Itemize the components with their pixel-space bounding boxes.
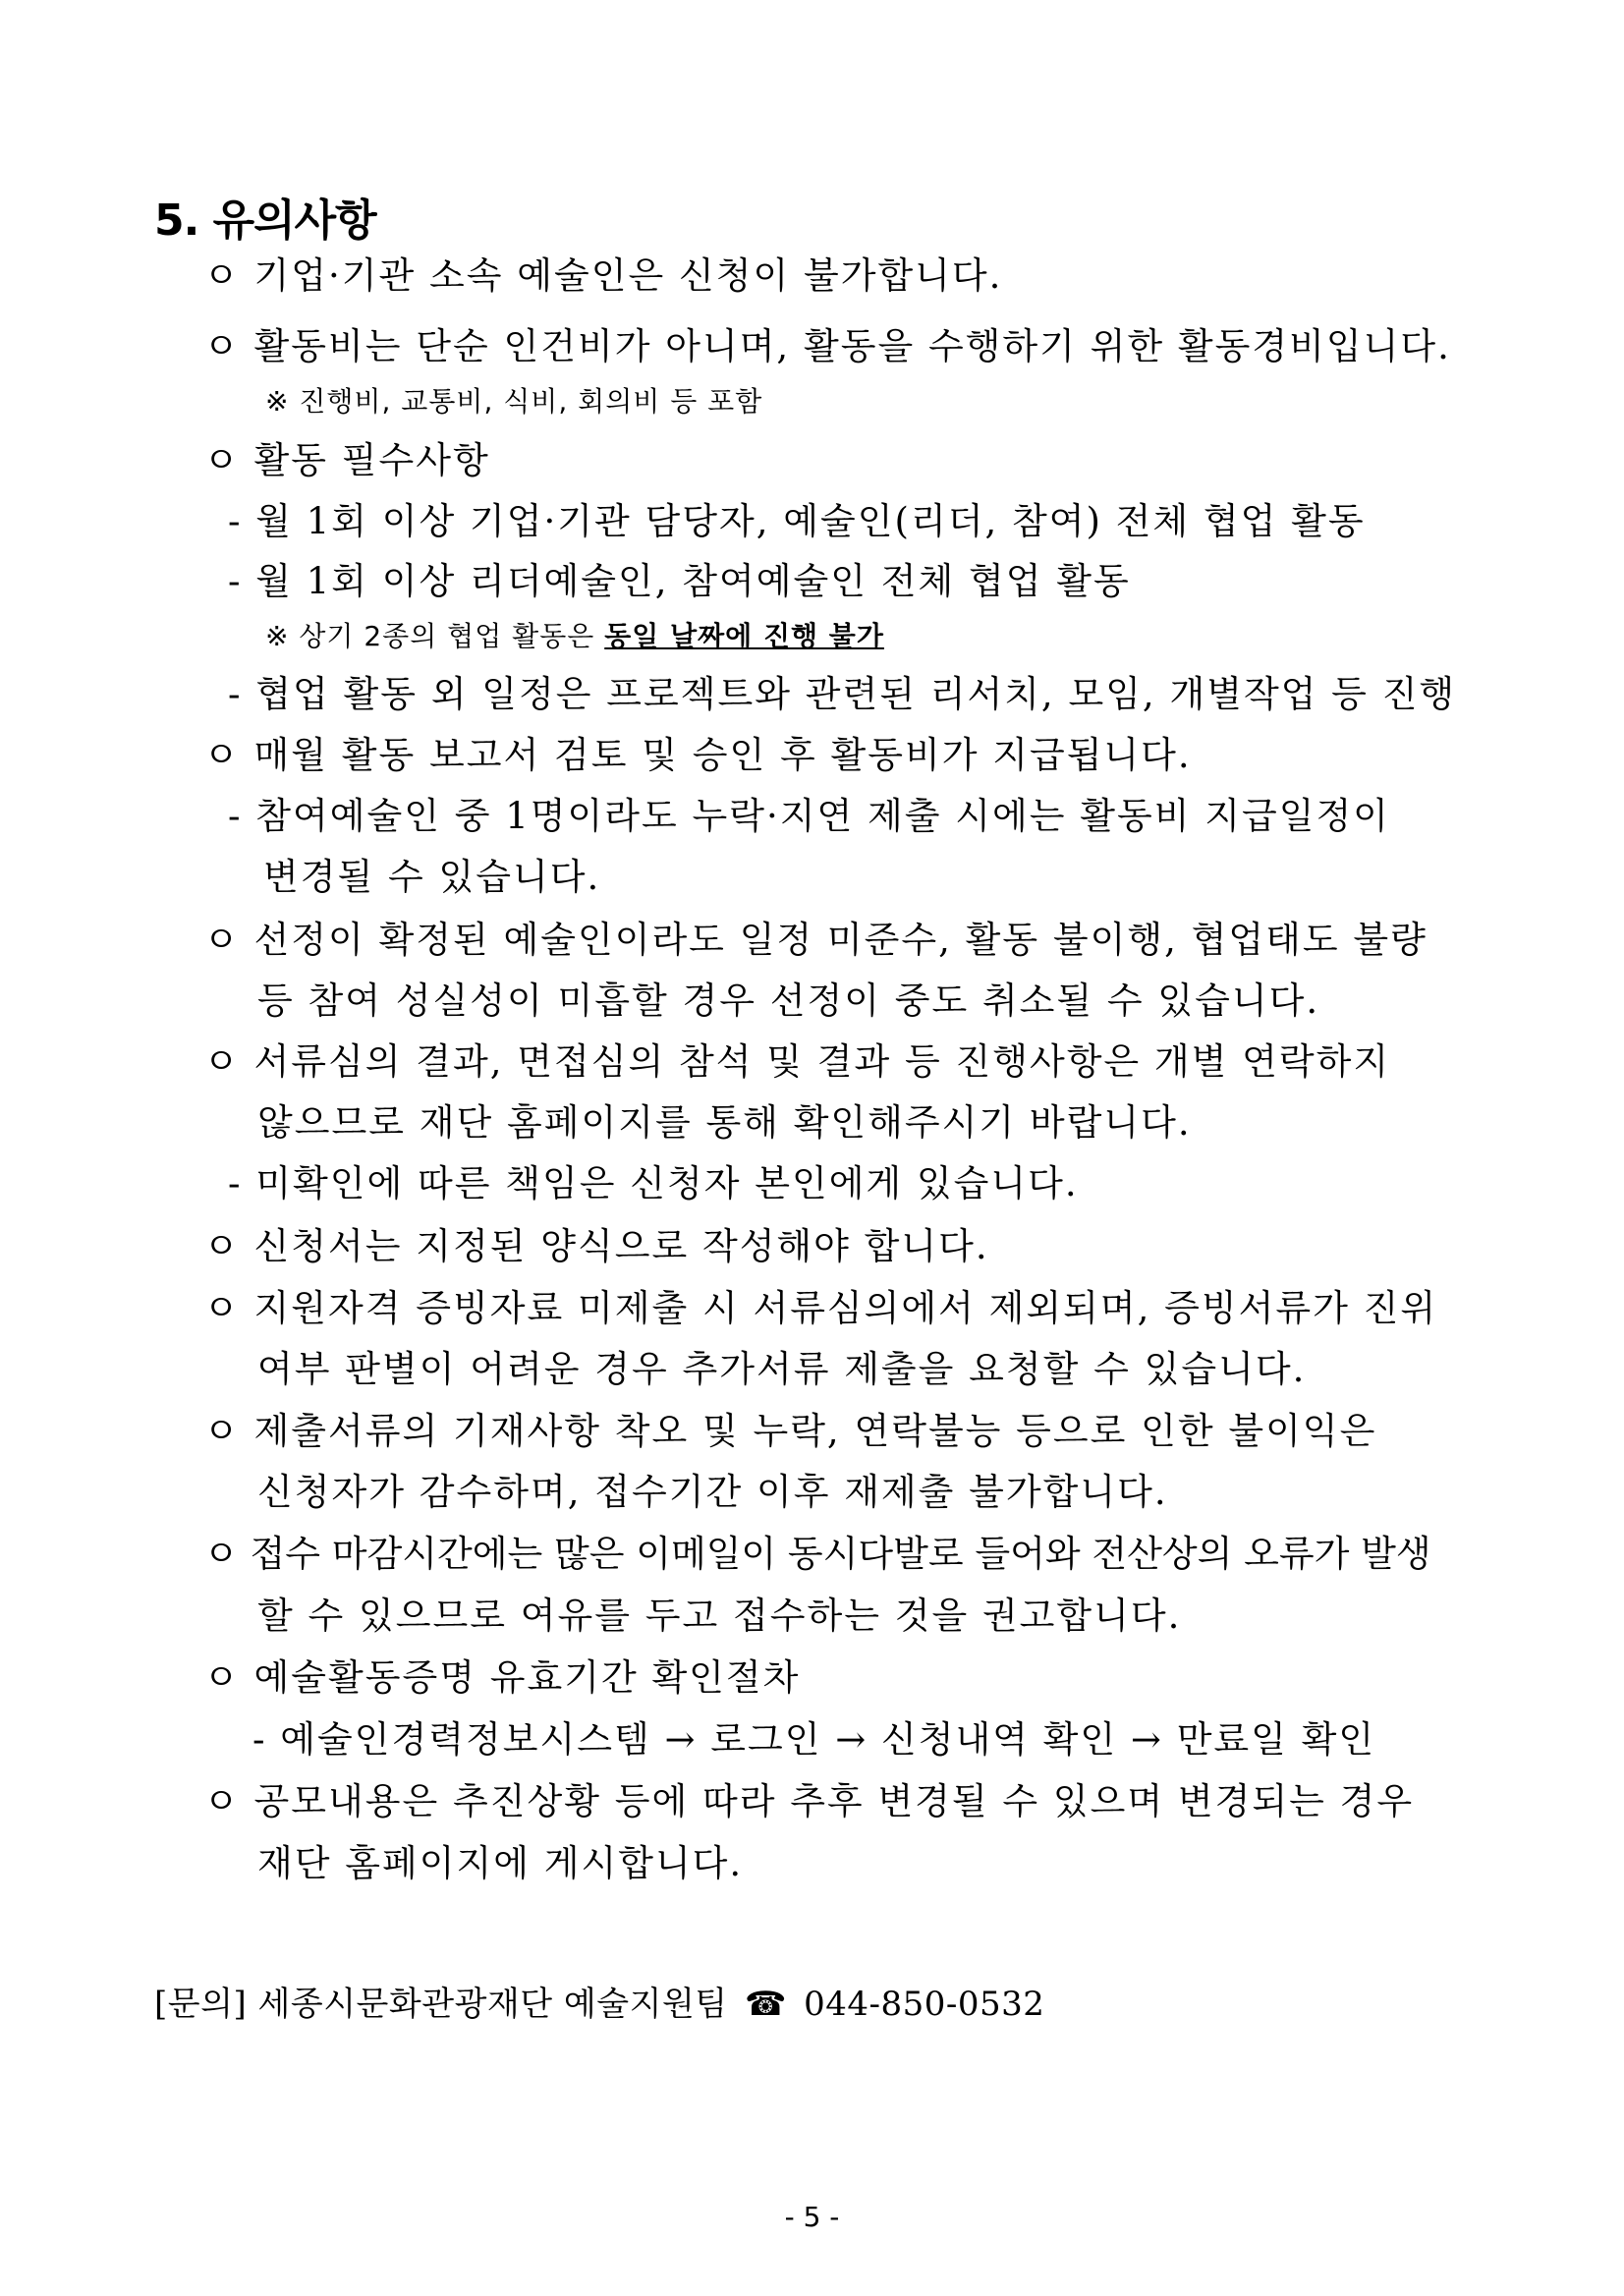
contact-phone: 044-850-0532 bbox=[804, 1985, 1045, 2024]
contact-line bbox=[154, 1977, 1044, 2025]
notice-line: ㅇ 활동 필수사항 bbox=[203, 439, 490, 481]
telephone-icon: ☎ bbox=[744, 1985, 787, 2024]
notice-continuation: 등 참여 성실성이 미흡할 경우 선정이 중도 취소될 수 있습니다. bbox=[257, 980, 1320, 1022]
notice-continuation: 재단 홈페이지에 게시합니다. bbox=[257, 1842, 744, 1884]
note-text: ※ 상기 2종의 협업 활동은 bbox=[265, 620, 605, 652]
notice-continuation: 할 수 있으므로 여유를 두고 접수하는 것을 권고합니다. bbox=[257, 1595, 1182, 1637]
notice-subline: - 월 1회 이상 리더예술인, 참여예술인 전체 협업 활동 bbox=[228, 560, 1131, 602]
notice-note bbox=[265, 620, 884, 652]
notice-continuation: 않으므로 재단 홈페이지를 통해 확인해주시기 바랍니다. bbox=[257, 1101, 1192, 1144]
notice-line: ㅇ 제출서류의 기재사항 착오 및 누락, 연락불능 등으로 인한 불이익은 bbox=[203, 1410, 1377, 1452]
notice-subline: - 월 1회 이상 기업·기관 담당자, 예술인(리더, 참여) 전체 협업 활동 bbox=[228, 500, 1366, 542]
notice-continuation: 신청자가 감수하며, 접수기간 이후 재제출 불가합니다. bbox=[257, 1471, 1168, 1513]
notice-note: ※ 진행비, 교통비, 식비, 회의비 등 포함 bbox=[265, 385, 763, 418]
notice-subline: - 협업 활동 외 일정은 프로젝트와 관련된 리서치, 모임, 개별작업 등 진행 bbox=[228, 673, 1457, 715]
notice-line: ㅇ 접수 마감시간에는 많은 이메일이 동시다발로 들어와 전산상의 오류가 발생 bbox=[203, 1533, 1431, 1575]
note-emphasis: 동일 날짜에 진행 불가 bbox=[604, 620, 884, 652]
notice-subline: - 예술인경력정보시스템 → 로그인 → 신청내역 확인 → 만료일 확인 bbox=[252, 1718, 1376, 1761]
section-heading: 5. 유의사항 bbox=[154, 196, 376, 246]
contact-label: [문의] 세종시문화관광재단 예술지원팀 bbox=[154, 1985, 728, 2024]
notice-line: ㅇ 매월 활동 보고서 검토 및 승인 후 활동비가 지급됩니다. bbox=[203, 734, 1192, 776]
notice-continuation: 여부 판별이 어려운 경우 추가서류 제출을 요청할 수 있습니다. bbox=[257, 1348, 1307, 1390]
page-number: - 5 - bbox=[784, 2201, 840, 2233]
notice-subline: - 참여예술인 중 1명이라도 누락·지연 제출 시에는 활동비 지급일정이 bbox=[228, 795, 1390, 837]
notice-line: ㅇ 선정이 확정된 예술인이라도 일정 미준수, 활동 불이행, 협업태도 불량 bbox=[203, 919, 1428, 961]
notice-line: ㅇ 공모내용은 추진상황 등에 따라 추후 변경될 수 있으며 변경되는 경우 bbox=[203, 1780, 1415, 1822]
notice-subline: - 미확인에 따른 책임은 신청자 본인에게 있습니다. bbox=[228, 1162, 1079, 1204]
notice-line: ㅇ 지원자격 증빙자료 미제출 시 서류심의에서 제외되며, 증빙서류가 진위 bbox=[203, 1287, 1438, 1329]
notice-line: ㅇ 활동비는 단순 인건비가 아니며, 활동을 수행하기 위한 활동경비입니다. bbox=[203, 325, 1451, 367]
notice-line: ㅇ 기업·기관 소속 예술인은 신청이 불가합니다. bbox=[203, 254, 1003, 297]
notice-continuation: 변경될 수 있습니다. bbox=[263, 856, 601, 898]
notice-line: ㅇ 서류심의 결과, 면접심의 참석 및 결과 등 진행사항은 개별 연락하지 bbox=[203, 1040, 1391, 1083]
notice-line: ㅇ 예술활동증명 유효기간 확인절차 bbox=[203, 1656, 801, 1699]
notice-line: ㅇ 신청서는 지정된 양식으로 작성해야 합니다. bbox=[203, 1225, 989, 1267]
